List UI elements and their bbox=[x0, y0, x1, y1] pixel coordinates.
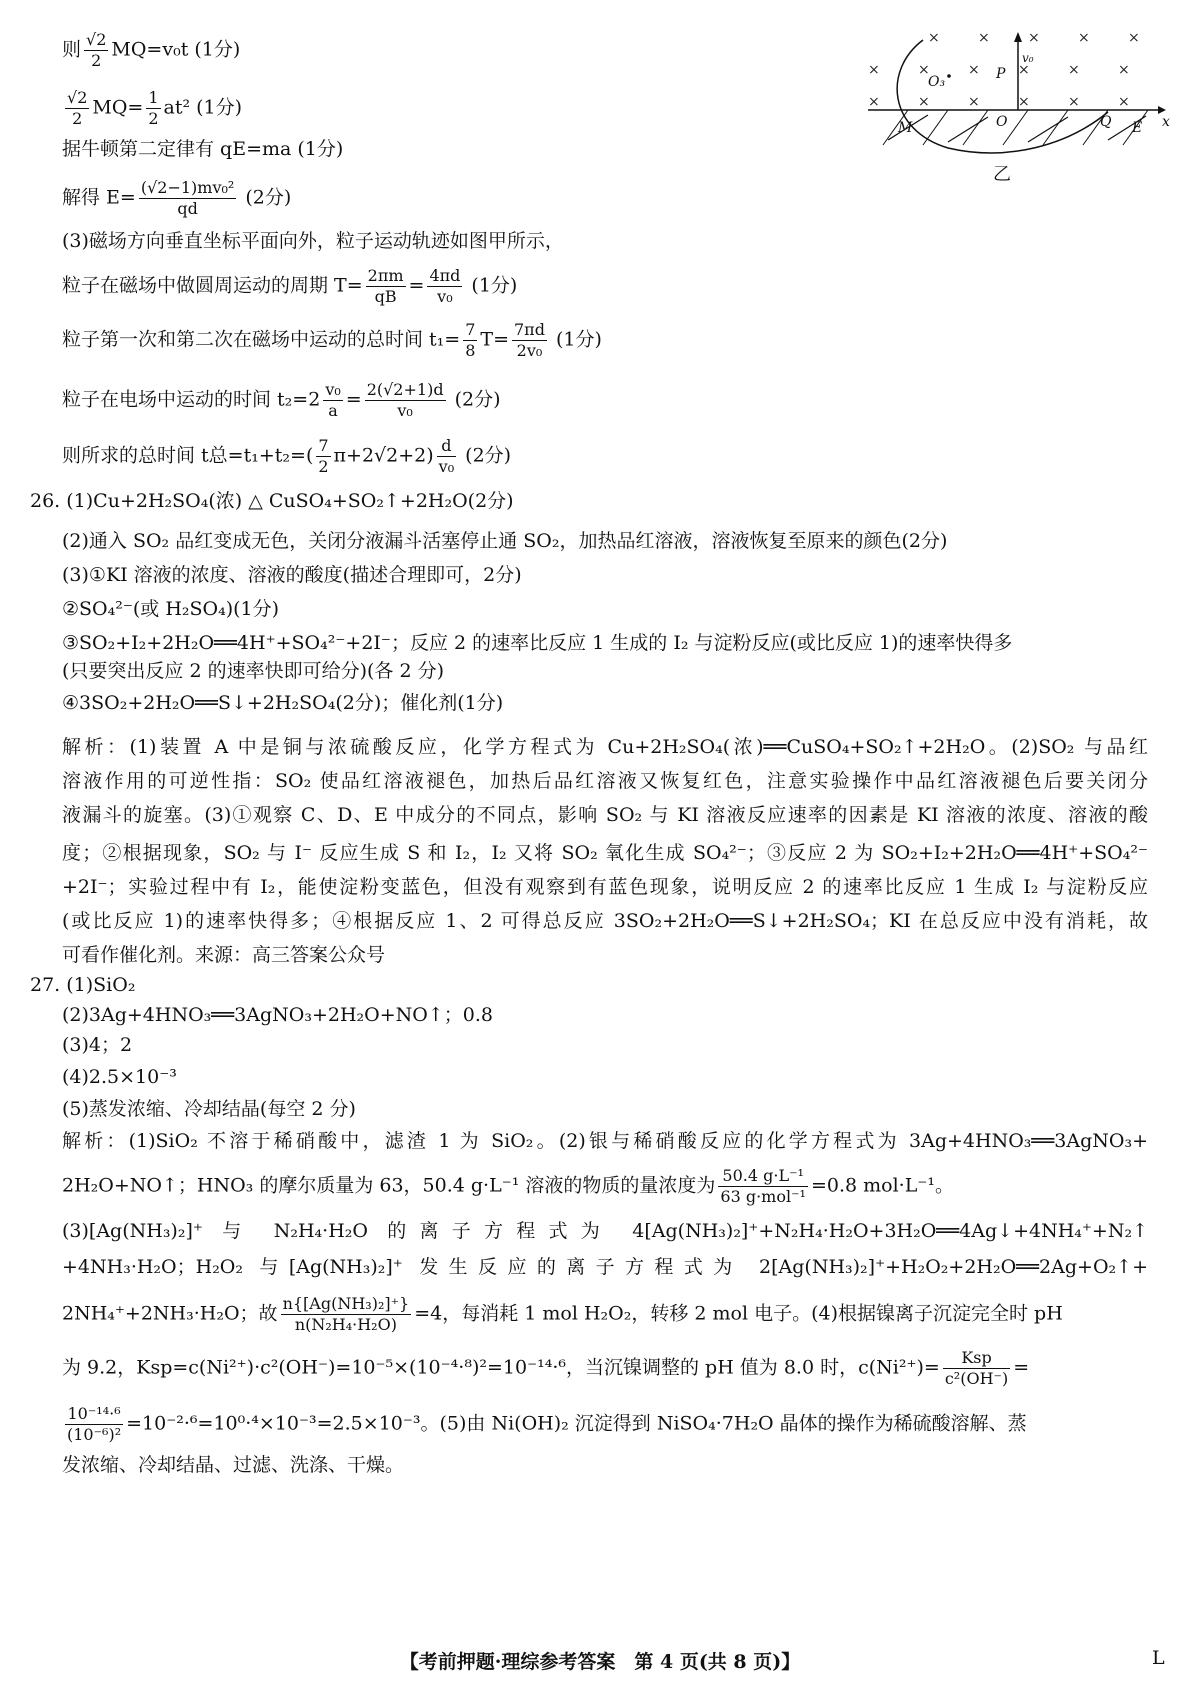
q27-analysis-7: $\frac{\text{10⁻¹⁴·⁶}}{\text{(10⁻⁶)²}}$ =10⁻²·⁶=10⁰·⁴×10⁻³=2.5×10⁻³。(5)由 Ni(OH)₂ 沉淀得到 NiSO₄·7H₂O 晶体的操作为稀硫酸溶解、蒸 bbox=[67, 1404, 1027, 1444]
q26-line-5: ③SO₂+I₂+2H₂O══4H⁺+SO₄²⁻+2I⁻；反应 2 的速率比反应 1 生成的 I₂ 与淀粉反应(或比反应 1)的速率快得多 bbox=[62, 632, 1013, 654]
q26-line-6: (只要突出反应 2 的速率快即可给分)(各 2 分) bbox=[62, 660, 444, 682]
page-footer: 【考前押题·理综参考答案 第 4 页(共 8 页)】 bbox=[399, 1651, 801, 1673]
q27-line-4: (4)2.5×10⁻³ bbox=[62, 1066, 177, 1088]
label-q: Q bbox=[1100, 114, 1112, 130]
cross-mark: × bbox=[918, 62, 930, 78]
x-axis-arrow bbox=[1158, 106, 1166, 114]
q27-line-2: (2)3Ag+4HNO₃══3AgNO₃+2H₂O+NO↑；0.8 bbox=[62, 1004, 493, 1026]
q27-analysis-6: 为 9.2，Ksp=c(Ni²⁺)·c²(OH⁻)=10⁻⁵×(10⁻⁴·⁸)²=10⁻¹⁴·⁶，当沉镍调整的 pH 值为 8.0 时，c(Ni²⁺)= $\frac{\text{Ksp}}{\text{c²(OH⁻)}}$ = bbox=[62, 1348, 1030, 1388]
label-x: x bbox=[1162, 114, 1170, 130]
physics-eq2: $\frac{√2}{2}$ MQ= $\frac{1}{2}$ at² (1分) bbox=[67, 88, 243, 128]
cross-mark: × bbox=[968, 62, 980, 78]
cross-mark: × bbox=[868, 62, 880, 78]
q26-analysis-1: 解析：(1)装置 A 中是铜与浓硫酸反应，化学方程式为 Cu+2H₂SO₄(浓)══CuSO₄+SO₂↑+2H₂O。(2)SO₂ 与品红 bbox=[62, 736, 1148, 758]
q26-analysis-3: 液漏斗的旋塞。(3)①观察 C、D、E 中成分的不同点，影响 SO₂ 与 KI 溶液反应速率的因素是 KI 溶液的浓度、溶液的酸 bbox=[62, 804, 1148, 826]
hatch-line bbox=[963, 110, 988, 145]
physics-eq4: 解得 E= $\frac{\text{(√2−1)mv₀²}}{qd}$ (2分) bbox=[62, 178, 292, 218]
q27-analysis-8: 发浓缩、冷却结晶、过滤、洗涤、干燥。 bbox=[62, 1454, 405, 1476]
physics-eq6: 粒子在磁场中做圆周运动的周期 T= $\frac{2\pi m}{qB}$ = $\frac{4\pi d}{\text{v₀}}$ (1分) bbox=[62, 266, 518, 306]
q26-line-3: (3)①KI 溶液的浓度、溶液的酸度(描述合理即可，2分) bbox=[62, 564, 522, 586]
physics-eq5: (3)磁场方向垂直坐标平面向外，粒子运动轨迹如图甲所示， bbox=[62, 230, 564, 252]
footer-mark: L bbox=[1152, 1647, 1165, 1669]
q27-analysis-2: 2H₂O+NO↑；HNO₃ 的摩尔质量为 63，50.4 g·L⁻¹ 溶液的物质的量浓度为 $\frac{\text{50.4 g·L⁻¹}}{\text{63 g·mol⁻¹}}$ =0.8 mol·L⁻¹。 bbox=[62, 1166, 954, 1206]
cross-mark: × bbox=[1018, 62, 1030, 78]
q26-analysis-2: 溶液作用的可逆性指：SO₂ 使品红溶液褪色，加热后品红溶液又恢复红色，注意实验操作中品红溶液褪色后要关闭分 bbox=[62, 770, 1148, 792]
cross-mark: × bbox=[968, 94, 980, 110]
cross-mark: × bbox=[1028, 30, 1040, 46]
cross-mark: × bbox=[1068, 94, 1080, 110]
center-point bbox=[947, 74, 951, 78]
q26-analysis-7: 可看作催化剂。来源：高三答案公众号 bbox=[62, 944, 386, 966]
q27-line-1: 27. (1)SiO₂ bbox=[30, 974, 136, 996]
label-o3: O₃ bbox=[928, 74, 946, 90]
cross-mark: × bbox=[1118, 62, 1130, 78]
cross-mark: × bbox=[868, 94, 880, 110]
cross-mark: × bbox=[928, 30, 940, 46]
velocity-arrowhead bbox=[1014, 32, 1022, 42]
cross-mark: × bbox=[1118, 94, 1130, 110]
diagram-caption: 乙 bbox=[993, 164, 1011, 185]
label-p: P bbox=[996, 66, 1006, 82]
cross-mark: × bbox=[918, 94, 930, 110]
field-diagram bbox=[868, 30, 1178, 200]
q26-line-7: ④3SO₂+2H₂O══S↓+2H₂SO₄(2分)；催化剂(1分) bbox=[62, 692, 504, 714]
cross-mark: × bbox=[1078, 30, 1090, 46]
q26-line-4: ②SO₄²⁻(或 H₂SO₄)(1分) bbox=[62, 598, 280, 620]
label-v0: v₀ bbox=[1022, 51, 1034, 65]
q27-analysis-3: (3)[Ag(NH₃)₂]⁺ 与 N₂H₄·H₂O 的离子方程式为 4[Ag(NH₃)₂]⁺+N₂H₄·H₂O+3H₂O══4Ag↓+4NH₄⁺+N₂↑ bbox=[62, 1220, 1148, 1242]
label-e: E bbox=[1132, 120, 1143, 136]
label-o: O bbox=[996, 114, 1008, 130]
cross-mark: × bbox=[1128, 30, 1140, 46]
q26-line-2: (2)通入 SO₂ 品红变成无色，关闭分液漏斗活塞停止通 SO₂，加热品红溶液，溶液恢复至原来的颜色(2分) bbox=[62, 530, 948, 552]
q27-analysis-1: 解析：(1)SiO₂ 不溶于稀硝酸中，滤渣 1 为 SiO₂。(2)银与稀硝酸反应的化学方程式为 3Ag+4HNO₃══3AgNO₃+ bbox=[62, 1130, 1148, 1152]
physics-eq7: 粒子第一次和第二次在磁场中运动的总时间 t₁= $\frac{7}{8}$ T= $\frac{7\pi d}{\text{2v₀}}$ (1分) bbox=[62, 320, 602, 360]
q27-analysis-5: 2NH₄⁺+2NH₃·H₂O；故 $\frac{\text{n\{[Ag(NH₃)₂]⁺\}}}{\text{n(N₂H₄·H₂O)}}$ =4，每消耗 1 mol H₂O₂，转移 2 mol 电子。(4)根据镍离子沉淀完全时 pH bbox=[62, 1294, 1063, 1334]
q26-analysis-5: +2I⁻；实验过程中有 I₂，能使淀粉变蓝色，但没有观察到有蓝色现象，说明反应 2 的速率比反应 1 生成 I₂ 与淀粉反应 bbox=[62, 876, 1148, 898]
q27-line-3: (3)4；2 bbox=[62, 1034, 133, 1056]
hatch-line bbox=[1043, 110, 1068, 145]
cross-mark: × bbox=[978, 30, 990, 46]
physics-eq3: 据牛顿第二定律有 qE=ma (1分) bbox=[62, 138, 344, 160]
label-m: M bbox=[898, 120, 913, 136]
physics-eq1: 则 $\frac{√2}{2}$ MQ=v₀t (1分) bbox=[62, 30, 241, 70]
cross-mark: × bbox=[1068, 62, 1080, 78]
physics-eq8: 粒子在电场中运动的时间 t₂=2 $\frac{\text{v₀}}{a}$ = $\frac{2(√2+1)d}{\text{v₀}}$ (2分) bbox=[62, 380, 501, 420]
q26-analysis-4: 度；②根据现象，SO₂ 与 I⁻ 反应生成 S 和 I₂，I₂ 又将 SO₂ 氧化生成 SO₄²⁻；③反应 2 为 SO₂+I₂+2H₂O══4H⁺+SO₄²⁻ bbox=[62, 842, 1148, 864]
cross-mark: × bbox=[1018, 94, 1030, 110]
q27-analysis-4: +4NH₃·H₂O；H₂O₂ 与[Ag(NH₃)₂]⁺ 发生反应的离子方程式为 2[Ag(NH₃)₂]⁺+H₂O₂+2H₂O══2Ag+O₂↑+ bbox=[62, 1256, 1148, 1278]
q27-line-5: (5)蒸发浓缩、冷却结晶(每空 2 分) bbox=[62, 1098, 356, 1120]
physics-eq9: 则所求的总时间 t总=t₁+t₂=( $\frac{7}{2}$ π+2√2+2) $\frac{d}{\text{v₀}}$ (2分) bbox=[62, 436, 512, 476]
q26-line-1: 26. (1)Cu+2H₂SO₄(浓) △ CuSO₄+SO₂↑+2H₂O(2分) bbox=[30, 490, 514, 512]
q26-analysis-6: (或比反应 1)的速率快得多；④根据反应 1、2 可得总反应 3SO₂+2H₂O══S↓+2H₂SO₄；KI 在总反应中没有消耗，故 bbox=[62, 910, 1148, 932]
